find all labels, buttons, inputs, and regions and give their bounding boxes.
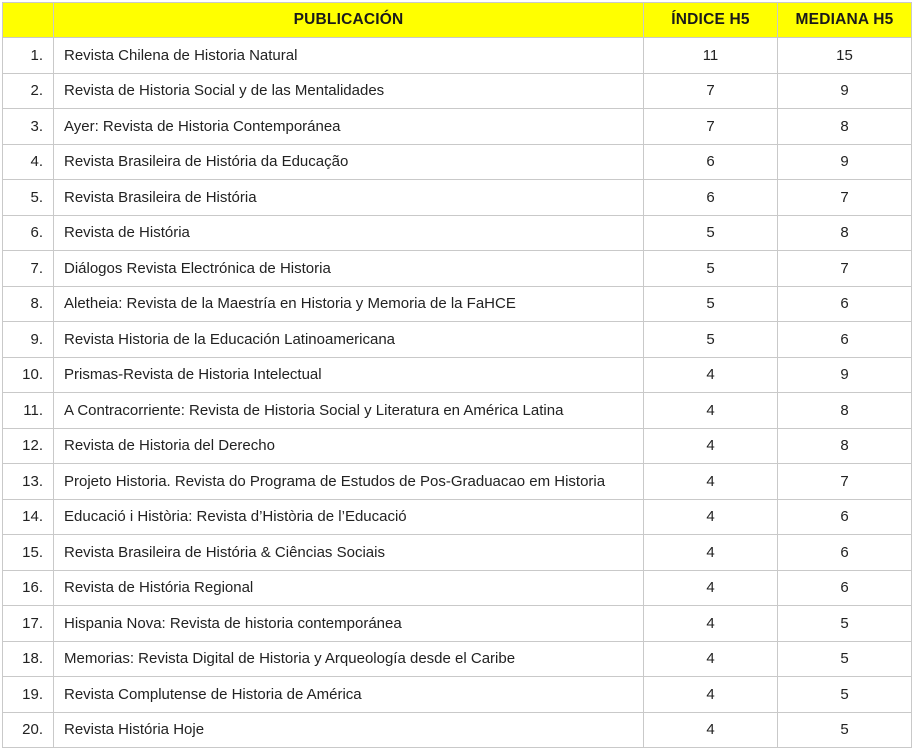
row-publication: Revista Brasileira de História da Educação [54,144,644,180]
table-row [3,641,912,677]
row-rank: 17. [3,606,54,642]
row-h5-index: 5 [644,286,778,322]
row-h5-median: 9 [778,144,912,180]
row-publication: Revista de História Regional [54,570,644,606]
row-rank: 12. [3,428,54,464]
row-h5-index: 4 [644,357,778,393]
table-row [3,215,912,251]
header-h5-median: MEDIANA H5 [778,3,912,38]
row-publication: Revista de História [54,215,644,251]
row-h5-index: 5 [644,322,778,358]
row-h5-median: 9 [778,357,912,393]
row-publication: Ayer: Revista de Historia Contemporánea [54,109,644,145]
table-row [3,357,912,393]
row-rank: 5. [3,180,54,216]
row-rank: 19. [3,677,54,713]
row-h5-index: 4 [644,464,778,500]
row-h5-median: 5 [778,712,912,748]
row-h5-index: 4 [644,606,778,642]
row-h5-index: 7 [644,109,778,145]
row-h5-index: 4 [644,712,778,748]
table-row [3,393,912,429]
row-publication: Diálogos Revista Electrónica de Historia [54,251,644,287]
table-row [3,535,912,571]
row-rank: 15. [3,535,54,571]
row-rank: 4. [3,144,54,180]
row-publication: Revista Brasileira de História & Ciências Sociais [54,535,644,571]
row-h5-index: 5 [644,215,778,251]
row-rank: 2. [3,73,54,109]
row-publication: Revista Complutense de Historia de América [54,677,644,713]
row-h5-median: 8 [778,109,912,145]
table-row [3,570,912,606]
table-row [3,38,912,74]
row-h5-index: 7 [644,73,778,109]
row-h5-median: 8 [778,428,912,464]
row-publication: Memorias: Revista Digital de Historia y Arqueología desde el Caribe [54,641,644,677]
row-publication: Revista Brasileira de História [54,180,644,216]
row-publication: A Contracorriente: Revista de Historia Social y Literatura en América Latina [54,393,644,429]
row-h5-index: 6 [644,180,778,216]
table-row [3,251,912,287]
row-h5-median: 7 [778,180,912,216]
row-h5-index: 11 [644,38,778,74]
row-h5-median: 8 [778,393,912,429]
header-publication: PUBLICACIÓN [54,3,644,38]
row-rank: 16. [3,570,54,606]
table-row [3,428,912,464]
row-h5-median: 7 [778,464,912,500]
row-rank: 10. [3,357,54,393]
row-rank: 20. [3,712,54,748]
row-h5-index: 5 [644,251,778,287]
row-h5-median: 5 [778,641,912,677]
table-row [3,144,912,180]
row-publication: Hispania Nova: Revista de historia contemporánea [54,606,644,642]
table-row [3,109,912,145]
row-h5-median: 5 [778,677,912,713]
header-number [3,3,54,38]
table-row [3,180,912,216]
table-row [3,606,912,642]
row-publication: Prismas-Revista de Historia Intelectual [54,357,644,393]
row-publication: Revista Chilena de Historia Natural [54,38,644,74]
table-row [3,286,912,322]
table-header [3,3,912,38]
row-h5-index: 4 [644,570,778,606]
row-rank: 3. [3,109,54,145]
row-h5-median: 5 [778,606,912,642]
row-publication: Projeto Historia. Revista do Programa de Estudos de Pos-Graduacao em Historia [54,464,644,500]
row-h5-median: 9 [778,73,912,109]
row-publication: Revista História Hoje [54,712,644,748]
row-publication: Revista de Historia del Derecho [54,428,644,464]
header-h5-index: ÍNDICE H5 [644,3,778,38]
row-rank: 18. [3,641,54,677]
row-rank: 13. [3,464,54,500]
ranking-table [2,2,912,748]
row-h5-median: 7 [778,251,912,287]
table-row [3,73,912,109]
row-h5-median: 8 [778,215,912,251]
row-h5-median: 6 [778,535,912,571]
table-row [3,322,912,358]
row-h5-index: 4 [644,393,778,429]
row-h5-index: 4 [644,428,778,464]
row-publication: Revista Historia de la Educación Latinoamericana [54,322,644,358]
row-rank: 11. [3,393,54,429]
row-publication: Educació i Història: Revista d’Història de l’Educació [54,499,644,535]
row-rank: 6. [3,215,54,251]
row-rank: 1. [3,38,54,74]
header-row [3,3,912,38]
row-h5-median: 6 [778,570,912,606]
row-rank: 9. [3,322,54,358]
row-h5-index: 4 [644,499,778,535]
table-row [3,712,912,748]
table-row [3,677,912,713]
row-h5-median: 6 [778,286,912,322]
row-h5-index: 6 [644,144,778,180]
row-h5-index: 4 [644,641,778,677]
table-body [3,38,912,748]
row-rank: 14. [3,499,54,535]
row-h5-median: 6 [778,499,912,535]
row-rank: 8. [3,286,54,322]
row-h5-median: 6 [778,322,912,358]
row-publication: Revista de Historia Social y de las Mentalidades [54,73,644,109]
row-rank: 7. [3,251,54,287]
row-h5-index: 4 [644,677,778,713]
row-publication: Aletheia: Revista de la Maestría en Historia y Memoria de la FaHCE [54,286,644,322]
row-h5-index: 4 [644,535,778,571]
table-row [3,499,912,535]
table-row [3,464,912,500]
row-h5-median: 15 [778,38,912,74]
